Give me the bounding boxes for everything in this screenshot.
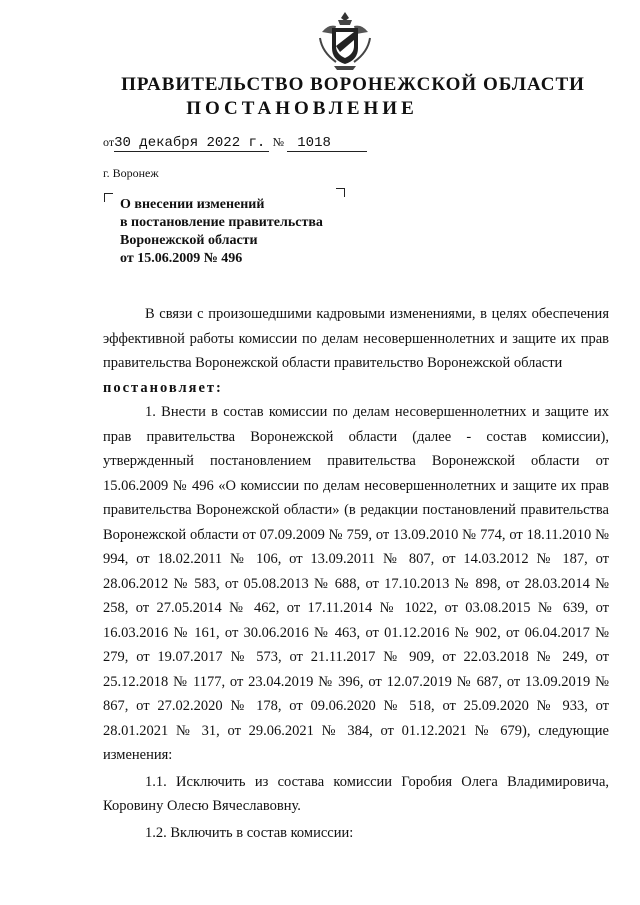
corner-mark-right — [336, 188, 345, 197]
resolves-word: постановляет: — [103, 379, 223, 396]
subject-line: Воронежской области — [120, 233, 258, 248]
city: г. Воронеж — [103, 166, 159, 180]
intro-paragraph: В связи с произошедшими кадровыми изменениями, в целях обеспечения эффективной работы комиссии по делам несовершеннолетних и защите их прав правительства Воронежской области правительство Воронежской области — [103, 306, 609, 371]
number-prefix: № — [272, 135, 285, 149]
document-body — [103, 302, 609, 845]
subject-line: О внесении изменений — [120, 197, 265, 212]
item-1-1: 1.1. Исключить из состава комиссии Горобия Олега Владимировича, Коровину Олесю Вячеславовну. — [103, 773, 609, 814]
document-type: ПОСТАНОВЛЕНИЕ — [186, 98, 418, 119]
date-prefix: от — [103, 135, 115, 149]
document-number: 1018 — [287, 135, 367, 152]
date-line — [103, 134, 367, 152]
government-title: ПРАВИТЕЛЬСТВО ВОРОНЕЖСКОЙ ОБЛАСТИ — [121, 74, 585, 95]
item-1: 1. Внести в состав комиссии по делам несовершеннолетних и защите их прав правительства Воронежской области (далее - состав комиссии), утвержденный постановлением правительства Воронежской области от 15.06.2009 № 496 «О комиссии по делам несовершеннолетних и защите их прав правительства Воронежской области» (в редакции постановлений правительства Воронежской области от 07.09.2009 № 759, от 13.09.2010 № 774, от 18.11.2010 № 994, от 18.02.2011 № 106, от 13.09.2011 № 807, от 14.03.2012 № 187, от 28.06.2012 № 583, от 05.08.2013 № 688, от 17.10.2013 № 898, от 28.03.2014 № 258, от 27.05.2014 № 462, от 17.11.2014 № 1022, от 03.08.2015 № 639, от 16.03.2016 № 161, от 30.06.2016 № 463, от 01.12.2016 № 902, от 06.04.2017 № 279, от 19.07.2017 № 573, от 21.11.2017 № 909, от 22.03.2018 № 249, от 25.12.2018 № 1177, от 23.04.2019 № 396, от 12.07.2019 № 687, от 13.09.2019 № 867, от 27.02.2020 № 178, от 09.06.2020 № 518, от 25.09.2020 № 933, от 28.01.2021 № 31, от 29.06.2021 № 384, от 01.12.2021 № 679), следующие изменения: — [103, 404, 609, 763]
item-1-2: 1.2. Включить в состав комиссии: — [145, 824, 354, 841]
document-date: 30 декабря 2022 г. — [114, 135, 269, 152]
corner-mark-left — [104, 193, 113, 202]
coat-of-arms-emblem — [316, 10, 374, 72]
subject-line: в постановление правительства — [120, 215, 323, 230]
subject-line: от 15.06.2009 № 496 — [120, 251, 243, 266]
subject-block — [120, 196, 323, 268]
